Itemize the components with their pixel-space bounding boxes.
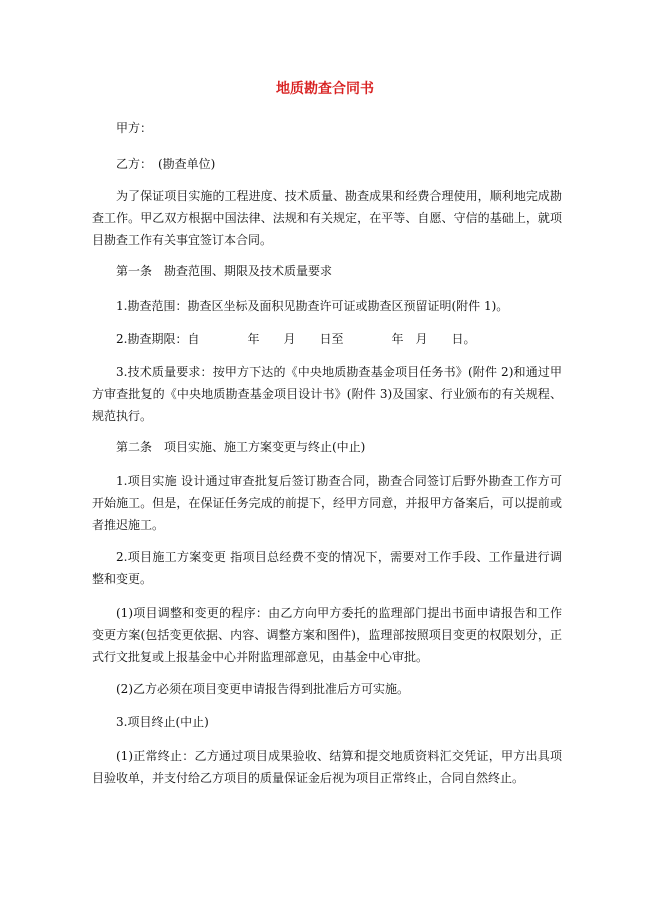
article-2-item-2: 2.项目施工方案变更 指项目总经费不变的情况下，需要对工作手段、工作量进行调整和变更。 [92,550,562,586]
article-2-item-1: 1.项目实施 设计通过审查批复后签订勘查合同，勘查合同签订后野外勘查工作方可开始施工。但是，在保证任务完成的前提下，经甲方同意，并报甲方备案后，可以提前或者推迟施工。 [92,474,562,532]
article-2-item-2-sub-2: (2)乙方必须在项目变更申请报告得到批准后方可实施。 [116,682,410,696]
article-2-item-2-sub-1: (1)项目调整和变更的程序：由乙方向甲方委托的监理部门提出书面申请报告和工作变更方案(包括变更依据、内容、调整方案和图件)，监理部按照项目变更的权限划分，正式行文批复或上报基金中心并附监理部意见，由基金中心审批。 [92,606,562,664]
article-1-item-2: 2.勘查期限：自 年 月 日至 年 月 日。 [116,332,476,346]
article-1-heading: 第一条 勘查范围、期限及技术质量要求 [116,264,333,278]
article-2-item-3: 3.项目终止(中止) [116,715,209,729]
document-title: 地质勘查合同书 [276,81,374,97]
intro-paragraph: 为了保证项目实施的工程进度、技术质量、勘查成果和经费合理使用，顺利地完成勘查工作。甲乙双方根据中国法律、法规和有关规定，在平等、自愿、守信的基础上，就项目勘查工作有关事宜签订本合同。 [92,189,562,247]
party-b-line: 乙方： (勘查单位) [116,157,216,171]
party-a-line: 甲方： [116,121,153,135]
article-1-item-3: 3.技术质量要求：按甲方下达的《中央地质勘查基金项目任务书》(附件 2)和通过甲方审查批复的《中央地质勘查基金项目设计书》(附件 3)及国家、行业颁布的有关规程、规范执行。 [92,365,562,423]
article-2-heading: 第二条 项目实施、施工方案变更与终止(中止) [116,440,366,454]
article-1-item-1: 1.勘查范围：勘查区坐标及面积见勘查许可证或勘查区预留证明(附件 1)。 [116,299,509,313]
article-2-item-3-sub-1: (1)正常终止：乙方通过项目成果验收、结算和提交地质资料汇交凭证，甲方出具项目验收单，并支付给乙方项目的质量保证金后视为项目正常终止，合同自然终止。 [92,749,562,785]
